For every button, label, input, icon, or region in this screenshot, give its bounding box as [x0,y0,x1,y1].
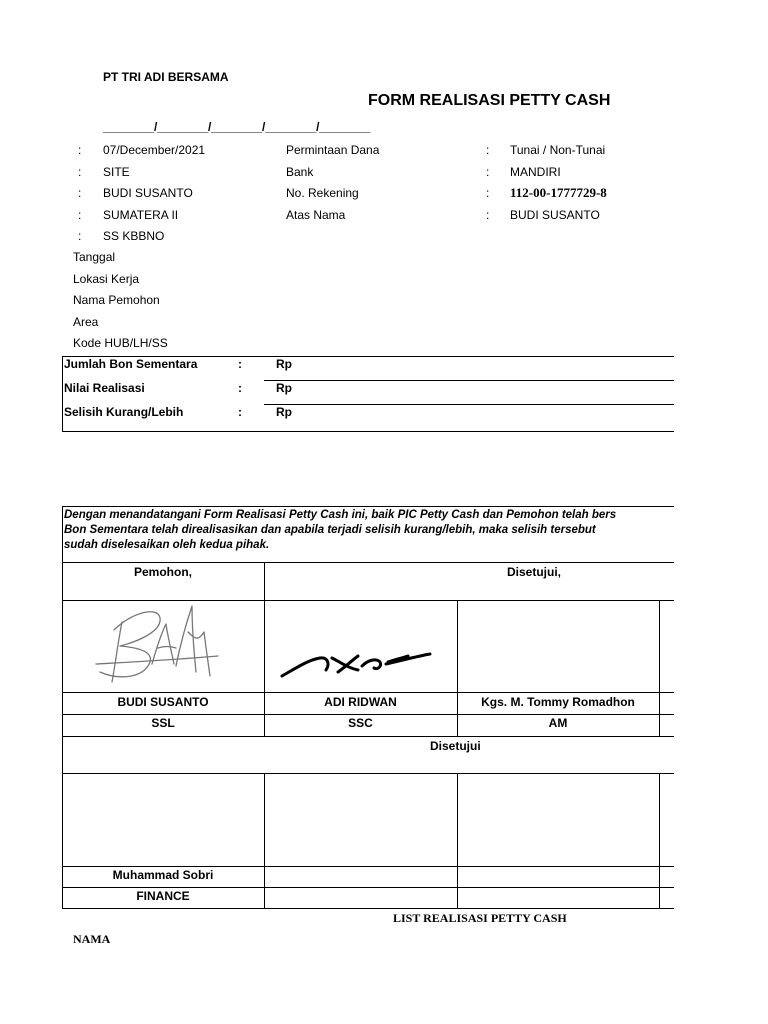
summary-colon: : [238,357,242,371]
signature-budi [92,602,222,688]
ssc-role: SSC [348,716,373,730]
pemohon-header: Pemohon, [133,565,192,579]
atas-nama-value: BUDI SUSANTO [510,208,600,222]
table-col-divider [457,773,458,908]
tommy-name: Kgs. M. Tommy Romadhon [481,695,635,709]
table-line [62,562,674,563]
lokasi-kerja-label: Lokasi Kerja [73,272,140,286]
selisih-currency: Rp [276,405,292,419]
jumlah-bon-currency: Rp [276,357,292,371]
lokasi-value: SITE [103,165,130,179]
list-title: LIST REALISASI PETTY CASH [393,911,567,925]
right-colon: : [486,186,490,200]
info-colon: : [78,229,82,243]
table-col-divider [264,562,265,736]
statement-line-2: Bon Sementara telah direalisasikan dan apabila terjadi selisih kurang/lebih, maka selisih tersebut [64,524,596,536]
table-col-divider [659,600,660,736]
permintaan-dana-label: Permintaan Dana [286,143,380,157]
tanggal-value: 07/December/2021 [103,143,206,157]
area-value: SUMATERA II [103,208,179,222]
table-line [62,908,674,909]
statement-top-border [62,506,674,507]
summary-colon: : [238,405,242,419]
summary-bottom-border [62,431,674,432]
nama-pemohon-label: Nama Pemohon [73,293,160,307]
bank-value: MANDIRI [510,165,561,179]
statement-line-1: Dengan menandatangani Form Realisasi Petty Cash ini, baik PIC Petty Cash dan Pemohon telah bers [64,509,617,521]
right-colon: : [486,165,490,179]
bank-label: Bank [286,165,314,179]
summary-row-line [264,380,674,381]
disetujui-2-header: Disetujui [430,739,481,753]
nilai-realisasi-currency: Rp [276,381,292,395]
adi-name: ADI RIDWAN [324,695,397,709]
date-placeholder: ________/________/________/________/________ [103,120,371,134]
info-colon: : [78,208,82,222]
rekening-value: 112-00-1777729-8 [510,185,607,200]
form-title: FORM REALISASI PETTY CASH [368,92,611,109]
kode-label: Kode HUB/LH/SS [73,336,168,350]
tanggal-label: Tanggal [73,250,116,264]
summary-left-border [62,356,63,432]
table-line [62,887,674,888]
jumlah-bon-label: Jumlah Bon Sementara [64,357,198,371]
selisih-label: Selisih Kurang/Lebih [64,405,184,419]
kode-value: SS KBBNO [103,229,165,243]
pemohon-value: BUDI SUSANTO [103,186,193,200]
table-line [62,773,674,774]
no-rekening-label: No. Rekening [286,186,359,200]
right-colon: : [486,143,490,157]
area-label: Area [73,315,99,329]
summary-row-line [264,404,674,405]
signature-adi [278,640,438,682]
info-colon: : [78,186,82,200]
table-col-divider [264,773,265,908]
sobri-name: Muhammad Sobri [112,868,214,882]
statement-line-3: sudah diselesaikan oleh kedua pihak. [64,539,270,551]
budi-name: BUDI SUSANTO [117,695,209,709]
company-name: PT TRI ADI BERSAMA [103,70,229,84]
disetujui-header: Disetujui, [506,565,561,579]
am-role: AM [548,716,568,730]
table-line [62,714,674,715]
permintaan-dana-value: Tunai / Non-Tunai [510,143,606,157]
right-colon: : [486,208,490,222]
info-colon: : [78,143,82,157]
finance-role: FINANCE [136,889,190,903]
table-line [62,736,674,737]
atas-nama-label: Atas Nama [286,208,346,222]
nilai-realisasi-label: Nilai Realisasi [64,381,145,395]
summary-colon: : [238,381,242,395]
table-line [62,692,674,693]
table-line [62,600,674,601]
ssl-role: SSL [151,716,175,730]
table-line [62,866,674,867]
nama-label: NAMA [73,932,111,946]
table-col-divider [659,773,660,908]
info-colon: : [78,165,82,179]
